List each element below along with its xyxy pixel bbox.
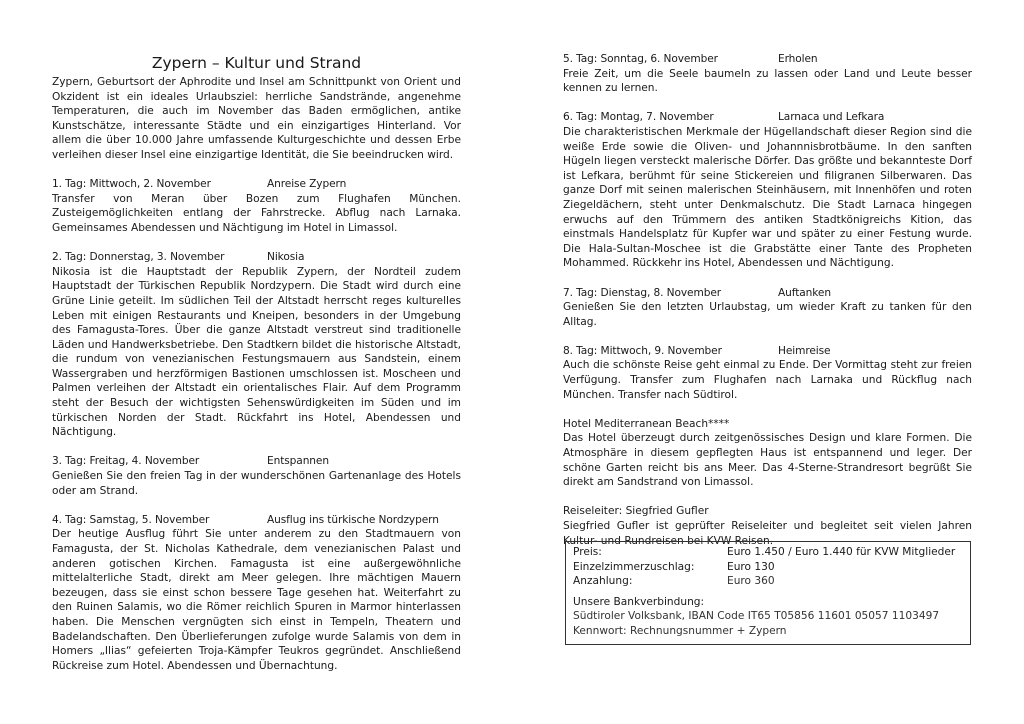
day-place: Nikosia [267, 251, 305, 264]
day-heading [52, 513, 461, 528]
bank-heading: Unsere Bankverbindung: [573, 595, 705, 608]
left-column [52, 52, 461, 673]
hotel-heading: Hotel Mediterranean Beach**** [563, 417, 730, 430]
day-text: Genießen Sie den letzten Urlaubstag, um wieder Kraft zu tanken für den Alltag. [563, 301, 972, 328]
single-supplement-value: Euro 130 [727, 560, 775, 573]
price-row [573, 545, 963, 560]
guide-heading: Reiseleiter: Siegfried Gufler [563, 505, 709, 518]
day-place: Larnaca und Lefkara [778, 111, 885, 124]
right-column [563, 52, 972, 548]
single-supplement-label: Einzelzimmerzuschlag: [573, 560, 695, 573]
day-date: 2. Tag: Donnerstag, 3. November [52, 251, 225, 264]
day-place: Erholen [778, 53, 818, 65]
day-heading [52, 250, 461, 265]
day-section-7 [563, 286, 972, 330]
day-text: Freie Zeit, um die Seele baumeln zu lassen oder Land und Leute besser kennen zu lernen. [563, 67, 972, 95]
price-label: Preis: [573, 546, 602, 558]
day-section-8 [563, 344, 972, 402]
deposit-label: Anzahlung: [573, 575, 633, 588]
bank-iban-line: Südtiroler Volksbank, IBAN Code IT65 T05856 11601 05057 1103497 [573, 610, 940, 623]
day-date: 8. Tag: Mittwoch, 9. November [563, 344, 722, 357]
day-date: 7. Tag: Dienstag, 8. November [563, 286, 721, 299]
day-place: Anreise Zypern [267, 178, 347, 191]
price-value: Euro 1.450 / Euro 1.440 für KVW Mitglieder [727, 546, 956, 558]
day-text: Transfer von Meran über Bozen zum Flughafen München. Zusteigemöglichkeiten entlang der Fahrstrecke. Abflug nach Larnaka. Gemeinsames Abendessen und Nächtigung im Hotel in Limassol. [52, 192, 461, 234]
day-section-5 [563, 52, 972, 96]
day-date: 4. Tag: Samstag, 5. November [52, 513, 210, 526]
guide-text: Siegfried Gufler ist geprüfter Reiseleiter und begleitet seit vielen Jahren Kultur- und Rundreisen bei KVW Reisen. [563, 520, 972, 547]
day-heading [563, 344, 972, 359]
day-heading [563, 286, 972, 301]
day-text: Die charakteristischen Merkmale der Hügellandschaft dieser Region sind die weiße Erde sowie die Oliven- und Johannnisbrotbäume. In den sanften Hügeln liegen versteckt malerische Dörfer. Das größte und bekannteste Dorf ist Lefkara, berühmt für seine Stickereien und filigranen Silberwaren. Das ganze Dorf mit seinen malerischen Steinhäusern, mit Innenhöfen und roten Ziegeldächern, steht unter Denkmalschutz. Die Stadt Larnaca hingegen erwuchs auf den Trümmern des antiken Stadtkönigreichs Kition, das einstmals Handelsplatz für Kupfer war und später zu einer Festung wurde. Die Hala-Sultan-Moschee ist die Grabstätte einer Tante des Propheten Mohammed. Rückkehr ins Hotel, Abendessen und Nächtigung. [563, 125, 972, 270]
day-heading [52, 177, 461, 192]
day-heading [563, 52, 972, 67]
day-text: Genießen Sie den freien Tag in der wunderschönen Gartenanlage des Hotels oder am Strand. [52, 470, 461, 497]
bank-details [573, 595, 963, 639]
day-place: Heimreise [778, 344, 831, 357]
deposit-row [573, 574, 963, 589]
pricing-box [565, 541, 971, 645]
day-heading [563, 110, 972, 125]
day-heading [52, 454, 461, 469]
page-title: Zypern – Kultur und Strand [151, 54, 362, 72]
intro-paragraph: Zypern, Geburtsort der Aphrodite und Insel am Schnittpunkt von Orient und Okzident ist ein ideales Urlaubsziel: herrliche Sandstrände, angenehme Temperaturen, die auch im November das Baden ermöglichen, antike Kunstschätze, interessante Städte und ein einzigartiges Hinterland. Vor allem die über 10.000 Jahre umfassende Kulturgeschichte und dessen Erbe verleihen dieser Insel eine einzigartige Identität, die Sie beeindrucken wird. [52, 76, 461, 161]
hotel-text: Das Hotel überzeugt durch zeitgenössisches Design und klare Formen. Die Atmosphäre in diesem gepflegten Haus ist entspannend und leger. Der schöne Garten reicht bis ans Meer. Das 4-Sterne-Strandresort begrüßt Sie direkt am Sandstrand von Limassol. [563, 432, 972, 489]
single-supplement-row [573, 560, 963, 575]
day-place: Auftanken [778, 286, 831, 299]
deposit-value: Euro 360 [727, 575, 775, 588]
day-date: 3. Tag: Freitag, 4. November [52, 455, 200, 468]
bank-reference-line: Kennwort: Rechnungsnummer + Zypern [573, 624, 787, 637]
day-section-3 [52, 454, 461, 498]
day-date: 6. Tag: Montag, 7. November [563, 111, 714, 124]
day-place: Entspannen [267, 455, 329, 468]
day-text: Auch die schönste Reise geht einmal zu Ende. Der Vormittag steht zur freien Verfügung. Transfer zum Flughafen nach Larnaka und Rückflug nach München. Transfer nach Südtirol. [563, 359, 972, 401]
day-text: Nikosia ist die Hauptstadt der Republik Zypern, der Nordteil zudem Hauptstadt der Türkischen Republik Nordzypern. Die Stadt wird durch eine Grüne Linie geteilt. Im südlichen Teil der Altstadt herrscht reges kulturelles Leben mit einigen Restaurants und Kneipen, besonders in der Umgebung des Famagusta-Tores. Über die ganze Altstadt verstreut sind traditionelle Läden und Handwerksbetriebe. Den Stadtkern bildet die historische Altstadt, die rundum von venezianischen Festungsmauern aus Sandstein, einem Wassergraben und herzförmigen Bastionen umschlossen ist. Moscheen und Palmen verleihen der Altstadt ein orientalisches Flair. Auf dem Programm steht der Besuch der wichtigsten Sehenswürdigkeiten im Süden und im türkischen Norden der Stadt. Rückfahrt ins Hotel, Abendessen und Nächtigung. [52, 265, 461, 439]
day-section-1 [52, 177, 461, 235]
day-place: Ausflug ins türkische Nordzypern [267, 513, 439, 526]
day-date: 5. Tag: Sonntag, 6. November [563, 53, 718, 65]
hotel-section [563, 417, 972, 490]
day-section-2 [52, 250, 461, 440]
day-section-4 [52, 513, 461, 674]
day-date: 1. Tag: Mittwoch, 2. November [52, 178, 211, 191]
day-text: Der heutige Ausflug führt Sie unter anderem zu den Stadtmauern von Famagusta, der St. Nicholas Kathedrale, dem venezianischen Palast und anderen gotischen Kirchen. Famagusta ist eine außergewöhnliche mittelalterliche Stadt, direkt am Meer gelegen. Ihre mächtigen Mauern bezeugen, dass sie einst schon bessere Tage gesehen hat. Weiterfahrt zu den Ruinen Salamis, wo die Römer reichlich Spuren in Marmor hinterlassen haben. Die Menschen vergnügten sich einst in Tempeln, Theatern und Badelandschaften. Den Überlieferungen zufolge wurde Salamis von dem in Homers „Ilias“ gefeierten Troja-Kämpfer Teukros gegründet. Anschließend Rückreise zum Hotel. Abendessen und Übernachtung. [52, 528, 461, 672]
day-section-6 [563, 110, 972, 271]
